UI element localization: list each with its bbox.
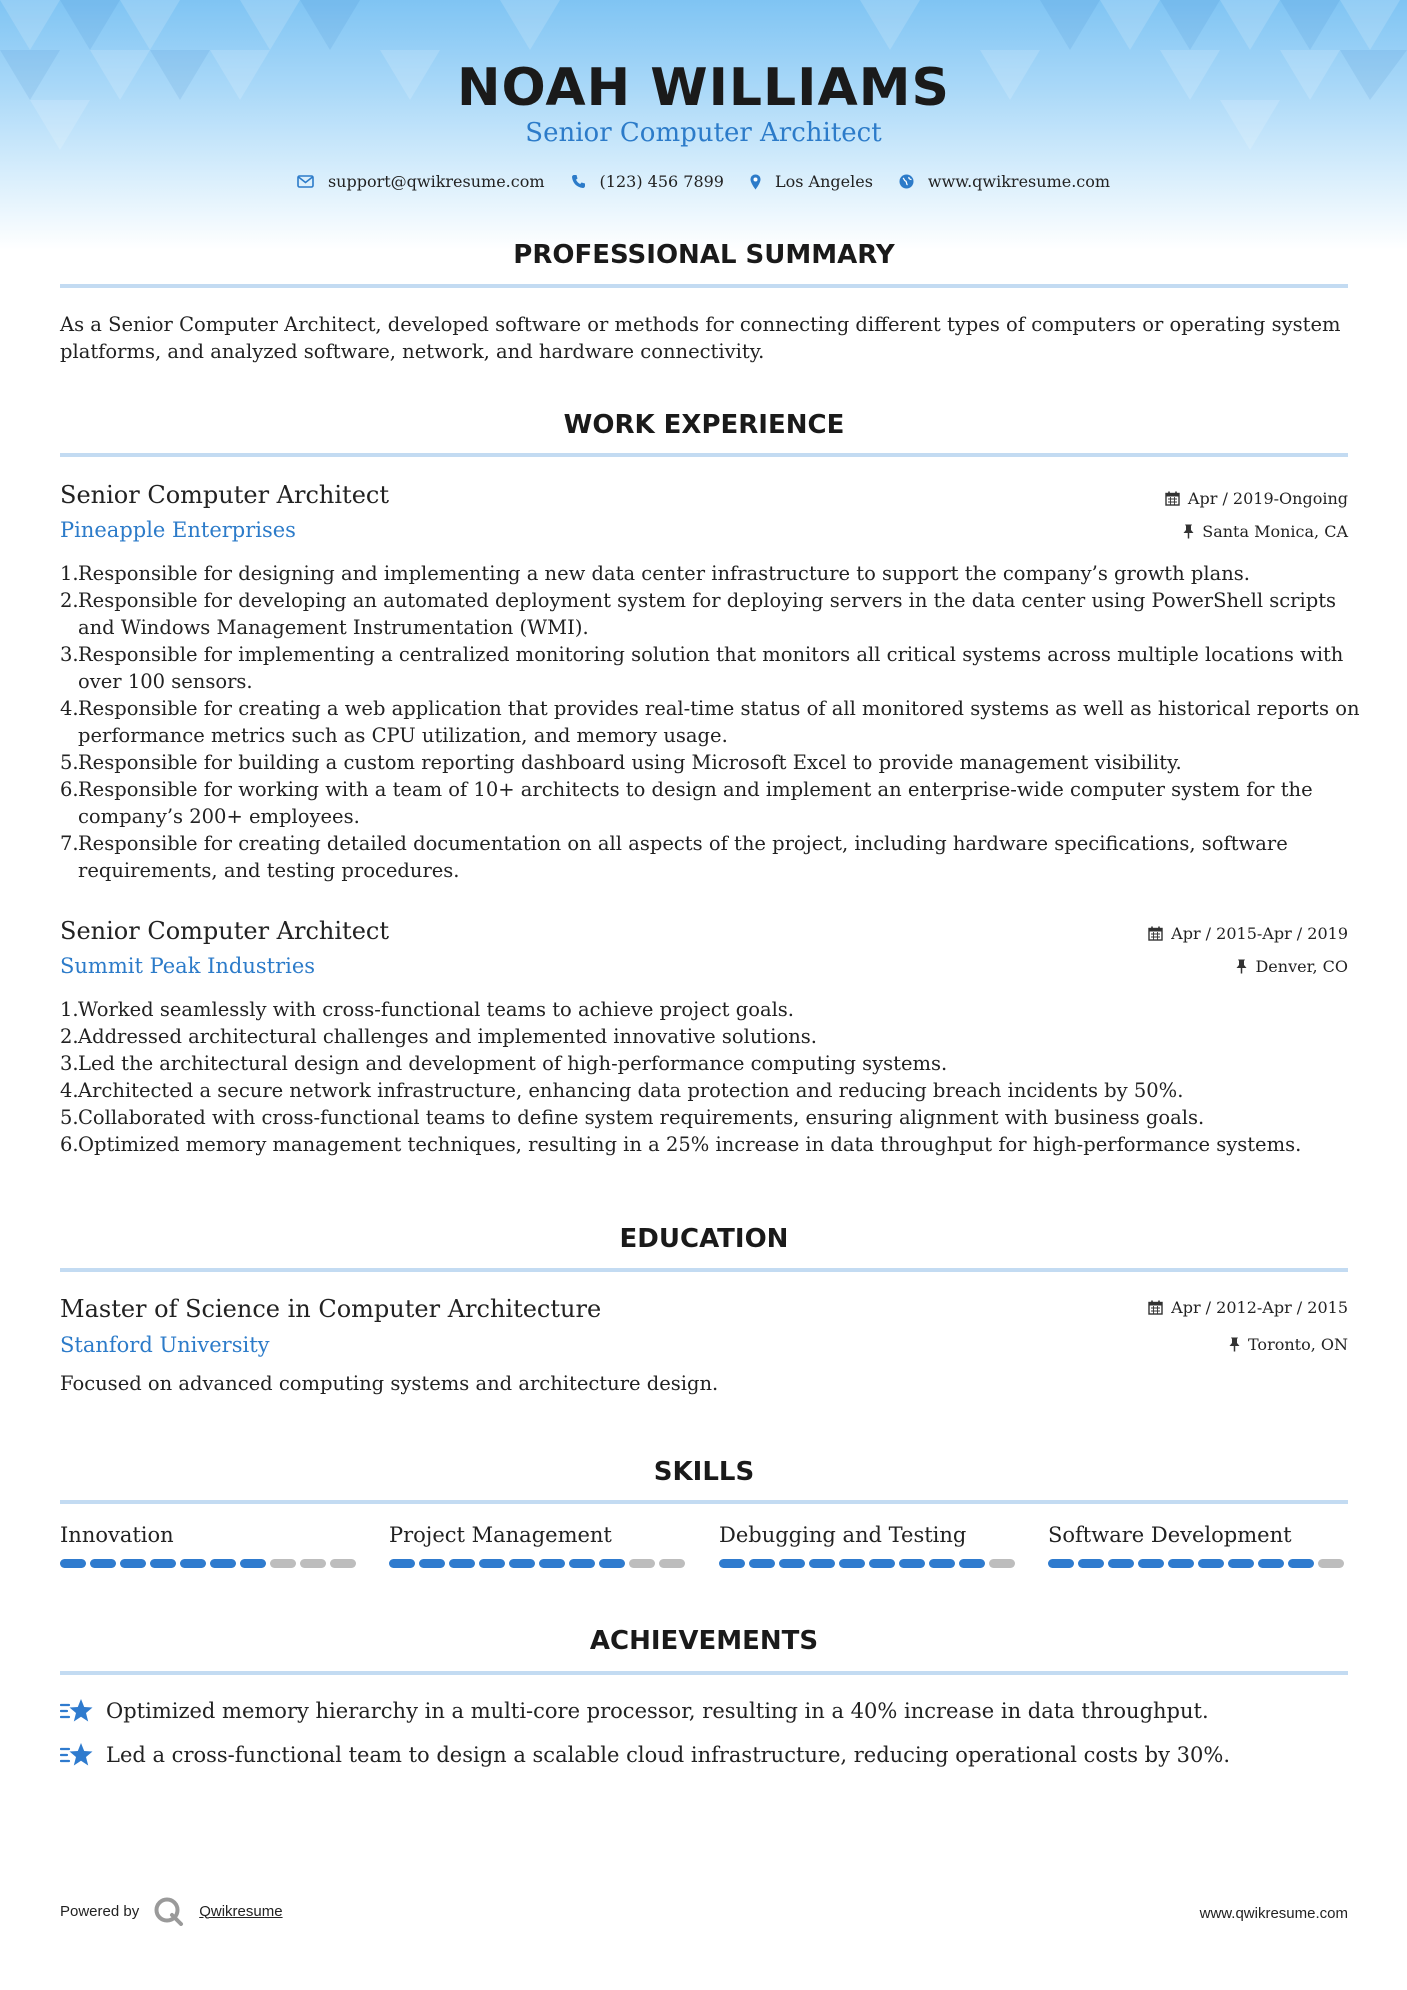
skill-segment-filled [240,1559,266,1568]
skill-segment-filled [1258,1559,1284,1568]
pushpin-icon [1229,1337,1240,1352]
skill-segment-filled [869,1559,895,1568]
contact-bar [0,172,1407,191]
skill-segment-empty [1318,1559,1344,1568]
skill-segment-filled [1138,1559,1164,1568]
list-item: Optimized memory management techniques, resulting in a 25% increase in data throughput for high-performance systems. [78,1133,1302,1156]
summary-text: As a Senior Computer Architect, developed software or methods for connecting different types of computers or operating system platforms, and analyzed software, network, and hardware connectivity. [60,313,1341,363]
skill-segment-filled [539,1559,565,1568]
achievement-text: Optimized memory hierarchy in a multi-core processor, resulting in a 40% increase in data throughput. [106,1699,1209,1723]
skill-segment-empty [300,1559,326,1568]
job-location-text: Santa Monica, CA [1202,522,1348,541]
section-divider [60,1500,1348,1504]
list-item: Responsible for creating a web application that provides real-time status of all monitored systems as well as historical reports on performance metrics such as CPU utilization, and memory usage. [78,697,1360,747]
job-location [1236,957,1348,976]
skill-name: Innovation [60,1523,174,1547]
job-location-text: Denver, CO [1255,957,1348,976]
skill-segment-filled [1228,1559,1254,1568]
section-title-summary: PROFESSIONAL SUMMARY [513,240,895,270]
phone-icon [571,174,586,189]
job-bullet-list [60,560,1368,884]
job-dates-text: Apr / 2019-Ongoing [1187,489,1348,508]
skill-item [719,1523,1019,1568]
skill-segment-empty [659,1559,685,1568]
candidate-title: Senior Computer Architect [525,118,882,148]
skill-segment-filled [210,1559,236,1568]
degree-title: Master of Science in Computer Architecture [60,1295,602,1323]
skill-segment-filled [1048,1559,1074,1568]
qwikresume-logo-icon [153,1896,185,1926]
section-title-skills: SKILLS [653,1457,755,1487]
phone-text: (123) 456 7899 [599,172,724,191]
education-location [1229,1335,1348,1354]
job-bullet-list [60,996,1368,1158]
section-title-achievements: ACHIEVEMENTS [589,1626,819,1656]
contact-phone[interactable] [571,172,724,191]
job-title: Senior Computer Architect [60,917,389,945]
education-dates-text: Apr / 2012-Apr / 2015 [1171,1298,1348,1317]
list-item: Collaborated with cross-functional teams to define system requirements, ensuring alignment with business goals. [78,1106,1205,1129]
skill-segment-filled [569,1559,595,1568]
skill-segment-filled [449,1559,475,1568]
achievement-text: Led a cross-functional team to design a scalable cloud infrastructure, reducing operational costs by 30%. [106,1743,1231,1767]
skill-item [389,1523,689,1568]
shooting-star-icon [60,1741,94,1769]
list-item: Responsible for implementing a centralized monitoring solution that monitors all critical systems across multiple locations with over 100 sensors. [78,643,1344,693]
website-text: www.qwikresume.com [927,172,1111,191]
skill-segment-filled [839,1559,865,1568]
skill-segment-empty [629,1559,655,1568]
pushpin-icon [1236,959,1247,974]
brand-link[interactable]: Qwikresume [199,1902,283,1920]
skill-item [1048,1523,1348,1568]
skill-segment-empty [989,1559,1015,1568]
skill-segment-filled [120,1559,146,1568]
calendar-icon [1148,926,1163,941]
skill-level-bar [1048,1559,1348,1568]
skill-segment-empty [270,1559,296,1568]
skill-segment-filled [719,1559,745,1568]
achievement-item [60,1741,1230,1769]
skill-segment-filled [1078,1559,1104,1568]
education-description: Focused on advanced computing systems and architecture design. [60,1372,719,1395]
skill-segment-filled [389,1559,415,1568]
skill-segment-filled [749,1559,775,1568]
skill-segment-filled [899,1559,925,1568]
powered-by-label: Powered by [60,1902,140,1920]
globe-icon [899,174,914,189]
job-dates-text: Apr / 2015-Apr / 2019 [1171,924,1348,943]
footer-powered-by [60,1896,283,1926]
company-name: Summit Peak Industries [60,954,316,978]
envelope-icon [297,175,314,188]
skill-segment-filled [1288,1559,1314,1568]
job-location [1183,522,1348,541]
skill-segment-empty [330,1559,356,1568]
skill-segment-filled [60,1559,86,1568]
section-title-education: EDUCATION [619,1224,789,1254]
list-item: Led the architectural design and development of high-performance computing systems. [78,1052,948,1075]
section-divider [60,284,1348,288]
calendar-icon [1148,1300,1163,1315]
footer-website-link[interactable]: www.qwikresume.com [1199,1905,1348,1922]
skill-name: Debugging and Testing [719,1523,967,1547]
shooting-star-icon [60,1697,94,1725]
job-dates [1165,489,1348,508]
skill-segment-filled [509,1559,535,1568]
contact-location [750,172,873,191]
skill-segment-filled [180,1559,206,1568]
skill-segment-filled [959,1559,985,1568]
skill-segment-filled [90,1559,116,1568]
skill-segment-filled [419,1559,445,1568]
email-text: support@qwikresume.com [327,172,545,191]
map-pin-icon [750,174,761,190]
skill-name: Software Development [1048,1523,1292,1547]
section-divider [60,1268,1348,1272]
education-dates [1148,1298,1348,1317]
skill-segment-filled [779,1559,805,1568]
list-item: Responsible for creating detailed documentation on all aspects of the project, including hardware specifications, software requirements, and testing procedures. [78,832,1288,882]
candidate-name: NOAH WILLIAMS [457,58,950,118]
calendar-icon [1165,491,1180,506]
skill-segment-filled [1198,1559,1224,1568]
skill-segment-filled [1168,1559,1194,1568]
skill-name: Project Management [389,1523,612,1547]
skill-segment-filled [599,1559,625,1568]
achievement-item [60,1697,1209,1725]
company-name: Pineapple Enterprises [60,518,296,542]
skill-segment-filled [479,1559,505,1568]
skill-segment-filled [150,1559,176,1568]
list-item: Addressed architectural challenges and implemented innovative solutions. [78,1025,817,1048]
list-item: Responsible for building a custom reporting dashboard using Microsoft Excel to provide management visibility. [78,751,1182,774]
section-divider [60,1671,1348,1675]
skill-segment-filled [809,1559,835,1568]
list-item: Worked seamlessly with cross-functional teams to achieve project goals. [78,998,795,1021]
skill-level-bar [60,1559,360,1568]
list-item: Responsible for working with a team of 10+ architects to design and implement an enterprise-wide computer system for the company’s 200+ employees. [78,778,1313,828]
section-divider [60,453,1348,457]
skill-segment-filled [929,1559,955,1568]
skill-level-bar [719,1559,1019,1568]
section-title-experience: WORK EXPERIENCE [563,410,845,440]
job-dates [1148,924,1348,943]
skill-level-bar [389,1559,689,1568]
list-item: Responsible for developing an automated deployment system for deploying servers in the data center using PowerShell scripts and Windows Management Instrumentation (WMI). [78,589,1337,639]
location-text: Los Angeles [774,172,873,191]
school-name: Stanford University [60,1333,270,1357]
contact-website[interactable] [899,172,1110,191]
skill-segment-filled [1108,1559,1134,1568]
pushpin-icon [1183,524,1194,539]
education-location-text: Toronto, ON [1248,1335,1348,1354]
list-item: Responsible for designing and implementing a new data center infrastructure to support the company’s growth plans. [78,562,1250,585]
skill-item [60,1523,360,1568]
contact-email[interactable] [297,172,545,191]
job-title: Senior Computer Architect [60,481,389,509]
list-item: Architected a secure network infrastructure, enhancing data protection and reducing breach incidents by 50%. [78,1079,1184,1102]
